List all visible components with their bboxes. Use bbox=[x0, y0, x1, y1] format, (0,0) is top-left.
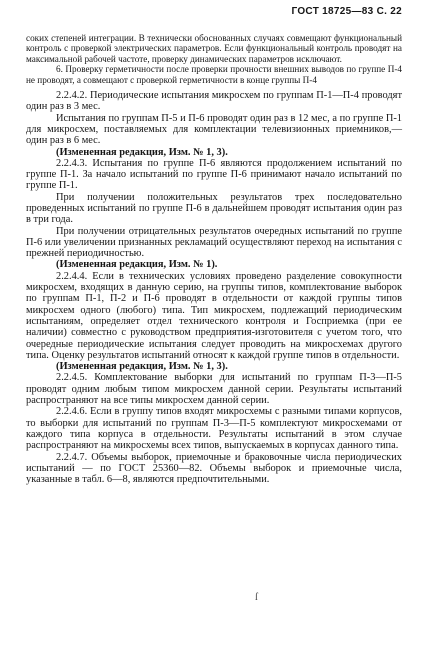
amendment-note: (Измененная редакция, Изм. № 1, 3). bbox=[56, 361, 228, 373]
amendment-note: (Измененная редакция, Изм. № 1). bbox=[56, 259, 218, 271]
paragraph-continuation: соких степеней интеграции. В технически обоснованных случаях совмещают функциональный контроль с проверкой электрических параметров. Если функциональный контроль проводят на максимальной рабочей частоте, проверку динамических параметров исключают. bbox=[26, 33, 402, 64]
paragraph-2-2-4-3-cont-1: При получении положительных результатов трех последовательно проведенных испытаний по группе П-6 в дальнейшем проводят испытания один раз в три года. bbox=[26, 191, 402, 226]
paragraph-2-2-4-2: 2.2.4.2. Периодические испытания микросхем по группам П-1—П-4 проводят один раз в 3 мес. bbox=[26, 90, 402, 113]
paragraph-2-2-4-5: 2.2.4.5. Комплектование выборки для испытаний по группам П-3—П-5 проводят одним любым типом микросхем данной серии. Результаты испытаний распространяют на все типы микросхем данной серии. bbox=[26, 372, 402, 407]
paragraph-2-2-4-3-cont-2: При получении отрицательных результатов очередных испытаний по группе П-6 или увеличении признанных рекламаций осуществляют переход на испытания с прежней периодичностью. bbox=[26, 225, 402, 260]
paragraph-2-2-4-4: 2.2.4.4. Если в технических условиях проведено разделение совокупности микросхем, входящих в данную серию, на группы типов, комплектование выборок по группам П-1, П-2 и П-6 проводят в отдельности от каждой группы типов микросхем одного (любого) типа. Тип микросхем, подлежащий периодическим испытаниям, определяет отдел технического контроля и Госприемка (при ее наличии) совместно с руководством предприятия-изготовителя с учетом того, что очередные периодические испытания следует проводить на микросхемах другого типа. Оценку результатов испытаний относят к каждой группе типов в отдельности. bbox=[26, 270, 402, 361]
paragraph-2-2-4-2-cont: Испытания по группам П-5 и П-6 проводят один раз в 12 мес, а по группе П-1 для микросхем, поставляемых для комплектации телевизионных приемников,— один раз в 6 мес. bbox=[26, 112, 402, 147]
document-body bbox=[26, 33, 402, 485]
paragraph-2-2-4-6: 2.2.4.6. Если в группу типов входят микросхемы с разными типами корпусов, то выборки для испытаний по группам П-3—П-5 комплектуют микросхемами от каждого типа корпуса в отдельности. Результаты испытаний в этом случае распространяют на микросхемы всех типов, выпускаемых в корпусах данного типа. bbox=[26, 406, 402, 452]
paragraph-2-2-4-3: 2.2.4.3. Испытания по группе П-6 являются продолжением испытаний по группе П-1. За начало испытаний по группе П-6 принимают начало испытаний по группе П-1. bbox=[26, 157, 402, 192]
stray-mark: ſ bbox=[255, 592, 258, 603]
paragraph-note-6: 6. Проверку герметичности после проверки прочности внешних выводов по группе П-4 не проводят, а совмещают с проверкой герметичности в конце группы П-4 bbox=[26, 64, 402, 85]
paragraph-2-2-4-7: 2.2.4.7. Объемы выборок, приемочные и браковочные числа периодических испытаний — по ГОСТ 25360—82. Объемы выборок и приемочные числа, указанные в табл. 6—8, являются предпочтительными. bbox=[26, 451, 402, 486]
amendment-note: (Измененная редакция, Изм. № 1, 3). bbox=[56, 146, 228, 158]
page-header: ГОСТ 18725—83 С. 22 bbox=[291, 6, 402, 17]
